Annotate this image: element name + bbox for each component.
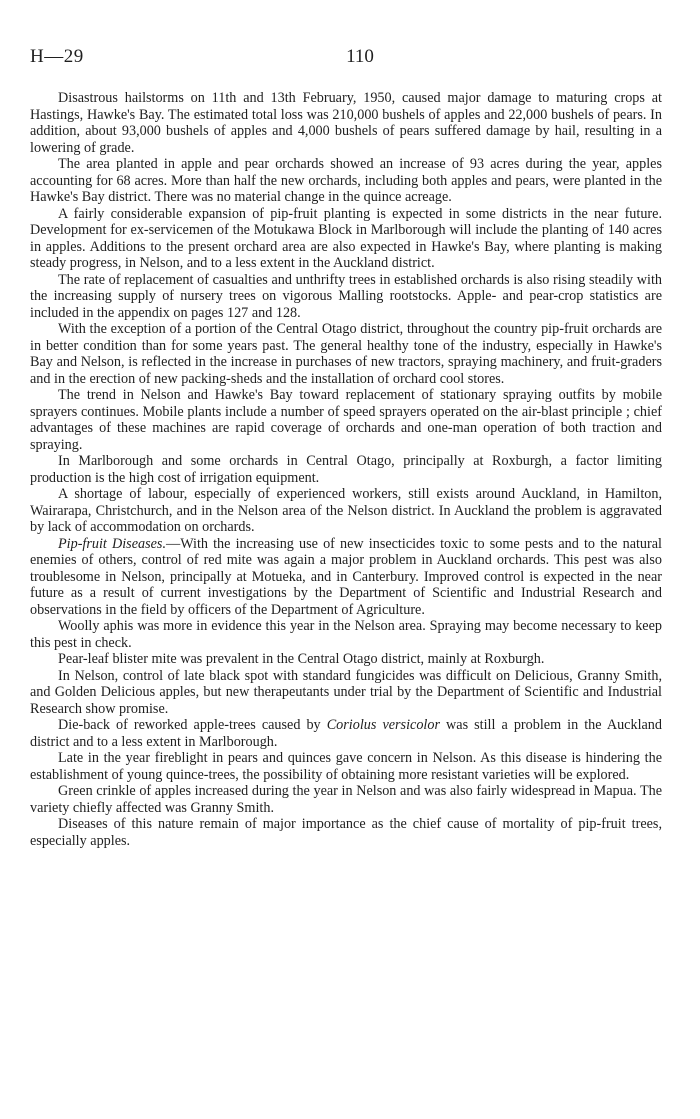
paragraph-blister-mite: Pear-leaf blister mite was prevalent in the Central Otago district, mainly at Roxburgh. [58, 651, 545, 667]
paragraph-sprayers: The trend in Nelson and Hawke's Bay toward replacement of stationary spraying outfits by mobile sprayers continues. Mobile plants include a number of speed sprayers operated on the air-blast principle ; chief advantages of these machines are rapid coverage of orchards and one-man operation of both traction and spraying. [30, 387, 662, 453]
paragraph-diseases [30, 536, 662, 619]
paragraph-condition: With the exception of a portion of the Central Otago district, throughout the country pip-fruit orchards are in better condition than for some years past. The general healthy tone of the industry, especially in Hawke's Bay and Nelson, is reflected in the increase in purchases of new tractors, spraying machinery, and fruit-graders and in the erection of new packing-sheds and the installation of orchard cool stores. [30, 321, 662, 387]
paragraph-mortality: Diseases of this nature remain of major importance as the chief cause of mortality of pip-fruit trees, especially apples. [30, 816, 662, 849]
body-text [30, 90, 662, 849]
paragraph-replacement: The rate of replacement of casualties and unthrifty trees in established orchards is also rising steadily with the increasing supply of nursery trees on vigorous Malling rootstocks. Apple- and pear-crop statistics are included in the appendix on pages 127 and 128. [30, 271, 662, 321]
paragraph-irrigation: In Marlborough and some orchards in Central Otago, principally at Roxburgh, a factor limiting production is the high cost of irrigation equipment. [30, 453, 662, 486]
paragraph-black-spot: In Nelson, control of late black spot with standard fungicides was difficult on Delicious, Granny Smith, and Golden Delicious apples, but new therapeutants under trial by the Department of Scientific and Industrial Research show promise. [30, 667, 662, 717]
paragraph-orchard-area: The area planted in apple and pear orchards showed an increase of 93 acres during the year, apples accounting for 68 acres. More than half the new orchards, including both apples and pears, were planted in the Hawke's Bay district. There was no material change in the quince acreage. [30, 156, 662, 205]
paragraph-expansion: A fairly considerable expansion of pip-fruit planting is expected in some districts in the near future. Development for ex-servicemen of the Motukawa Block in Marlborough will include the planting of 140 acres in apples. Additions to the present orchard area are also expected in Hawke's Bay, where planting is making steady progress, in Nelson, and to a less extent in the Auckland district. [30, 205, 662, 271]
paragraph-hailstorms: Disastrous hailstorms on 11th and 13th February, 1950, caused major damage to maturing crops at Hastings, Hawke's Bay. The estimated total loss was 210,000 bushels of apples and 22,000 bushels of pears. In addition, about 93,000 bushels of apples and 4,000 bushels of pears suffered damage by hail, resulting in a lowering of grade. [30, 90, 662, 156]
species-name: Coriolus versicolor [326, 717, 440, 733]
paragraph-labour: A shortage of labour, especially of experienced workers, still exists around Auckland, in Hamilton, Wairarapa, Christchurch, and in the Nelson area of the Nelson district. In Auckland the problem is aggravated by lack of accommodation on orchards. [30, 486, 662, 535]
page-header [30, 46, 662, 70]
paragraph-green-crinkle: Green crinkle of apples increased during the year in Nelson and was also fairly widespread in Mapua. The variety chiefly affected was Granny Smith. [30, 783, 662, 816]
paragraph-die-back-after: was still a problem in the Auckland district and to a less extent in Marlborough. [30, 717, 662, 750]
paragraph-diseases-text: —With the increasing use of new insecticides toxic to some pests and to the natural enemies of others, control of red mite was again a major problem in Auckland orchards. This pest was also troublesome in Nelson, principally at Motueka, and in Canterbury. Improved control is expected in the near future as a result of current investigations by the Department of Scientific and Industrial Research and observations in the field by officers of the Department of Agriculture. [30, 535, 662, 618]
page-number: 110 [346, 46, 374, 67]
document-reference: H—29 [30, 46, 84, 67]
paragraph-woolly-aphis: Woolly aphis was more in evidence this year in the Nelson area. Spraying may become necessary to keep this pest in check. [30, 618, 662, 651]
paragraph-fireblight: Late in the year fireblight in pears and quinces gave concern in Nelson. As this disease is hindering the establishment of young quince-trees, the possibility of obtaining more resistant varieties will be explored. [30, 750, 662, 783]
paragraph-die-back-before: Die-back of reworked apple-trees caused by [58, 717, 327, 733]
paragraph-die-back [30, 717, 662, 750]
section-heading-pip-fruit-diseases: Pip-fruit Diseases. [58, 535, 166, 552]
